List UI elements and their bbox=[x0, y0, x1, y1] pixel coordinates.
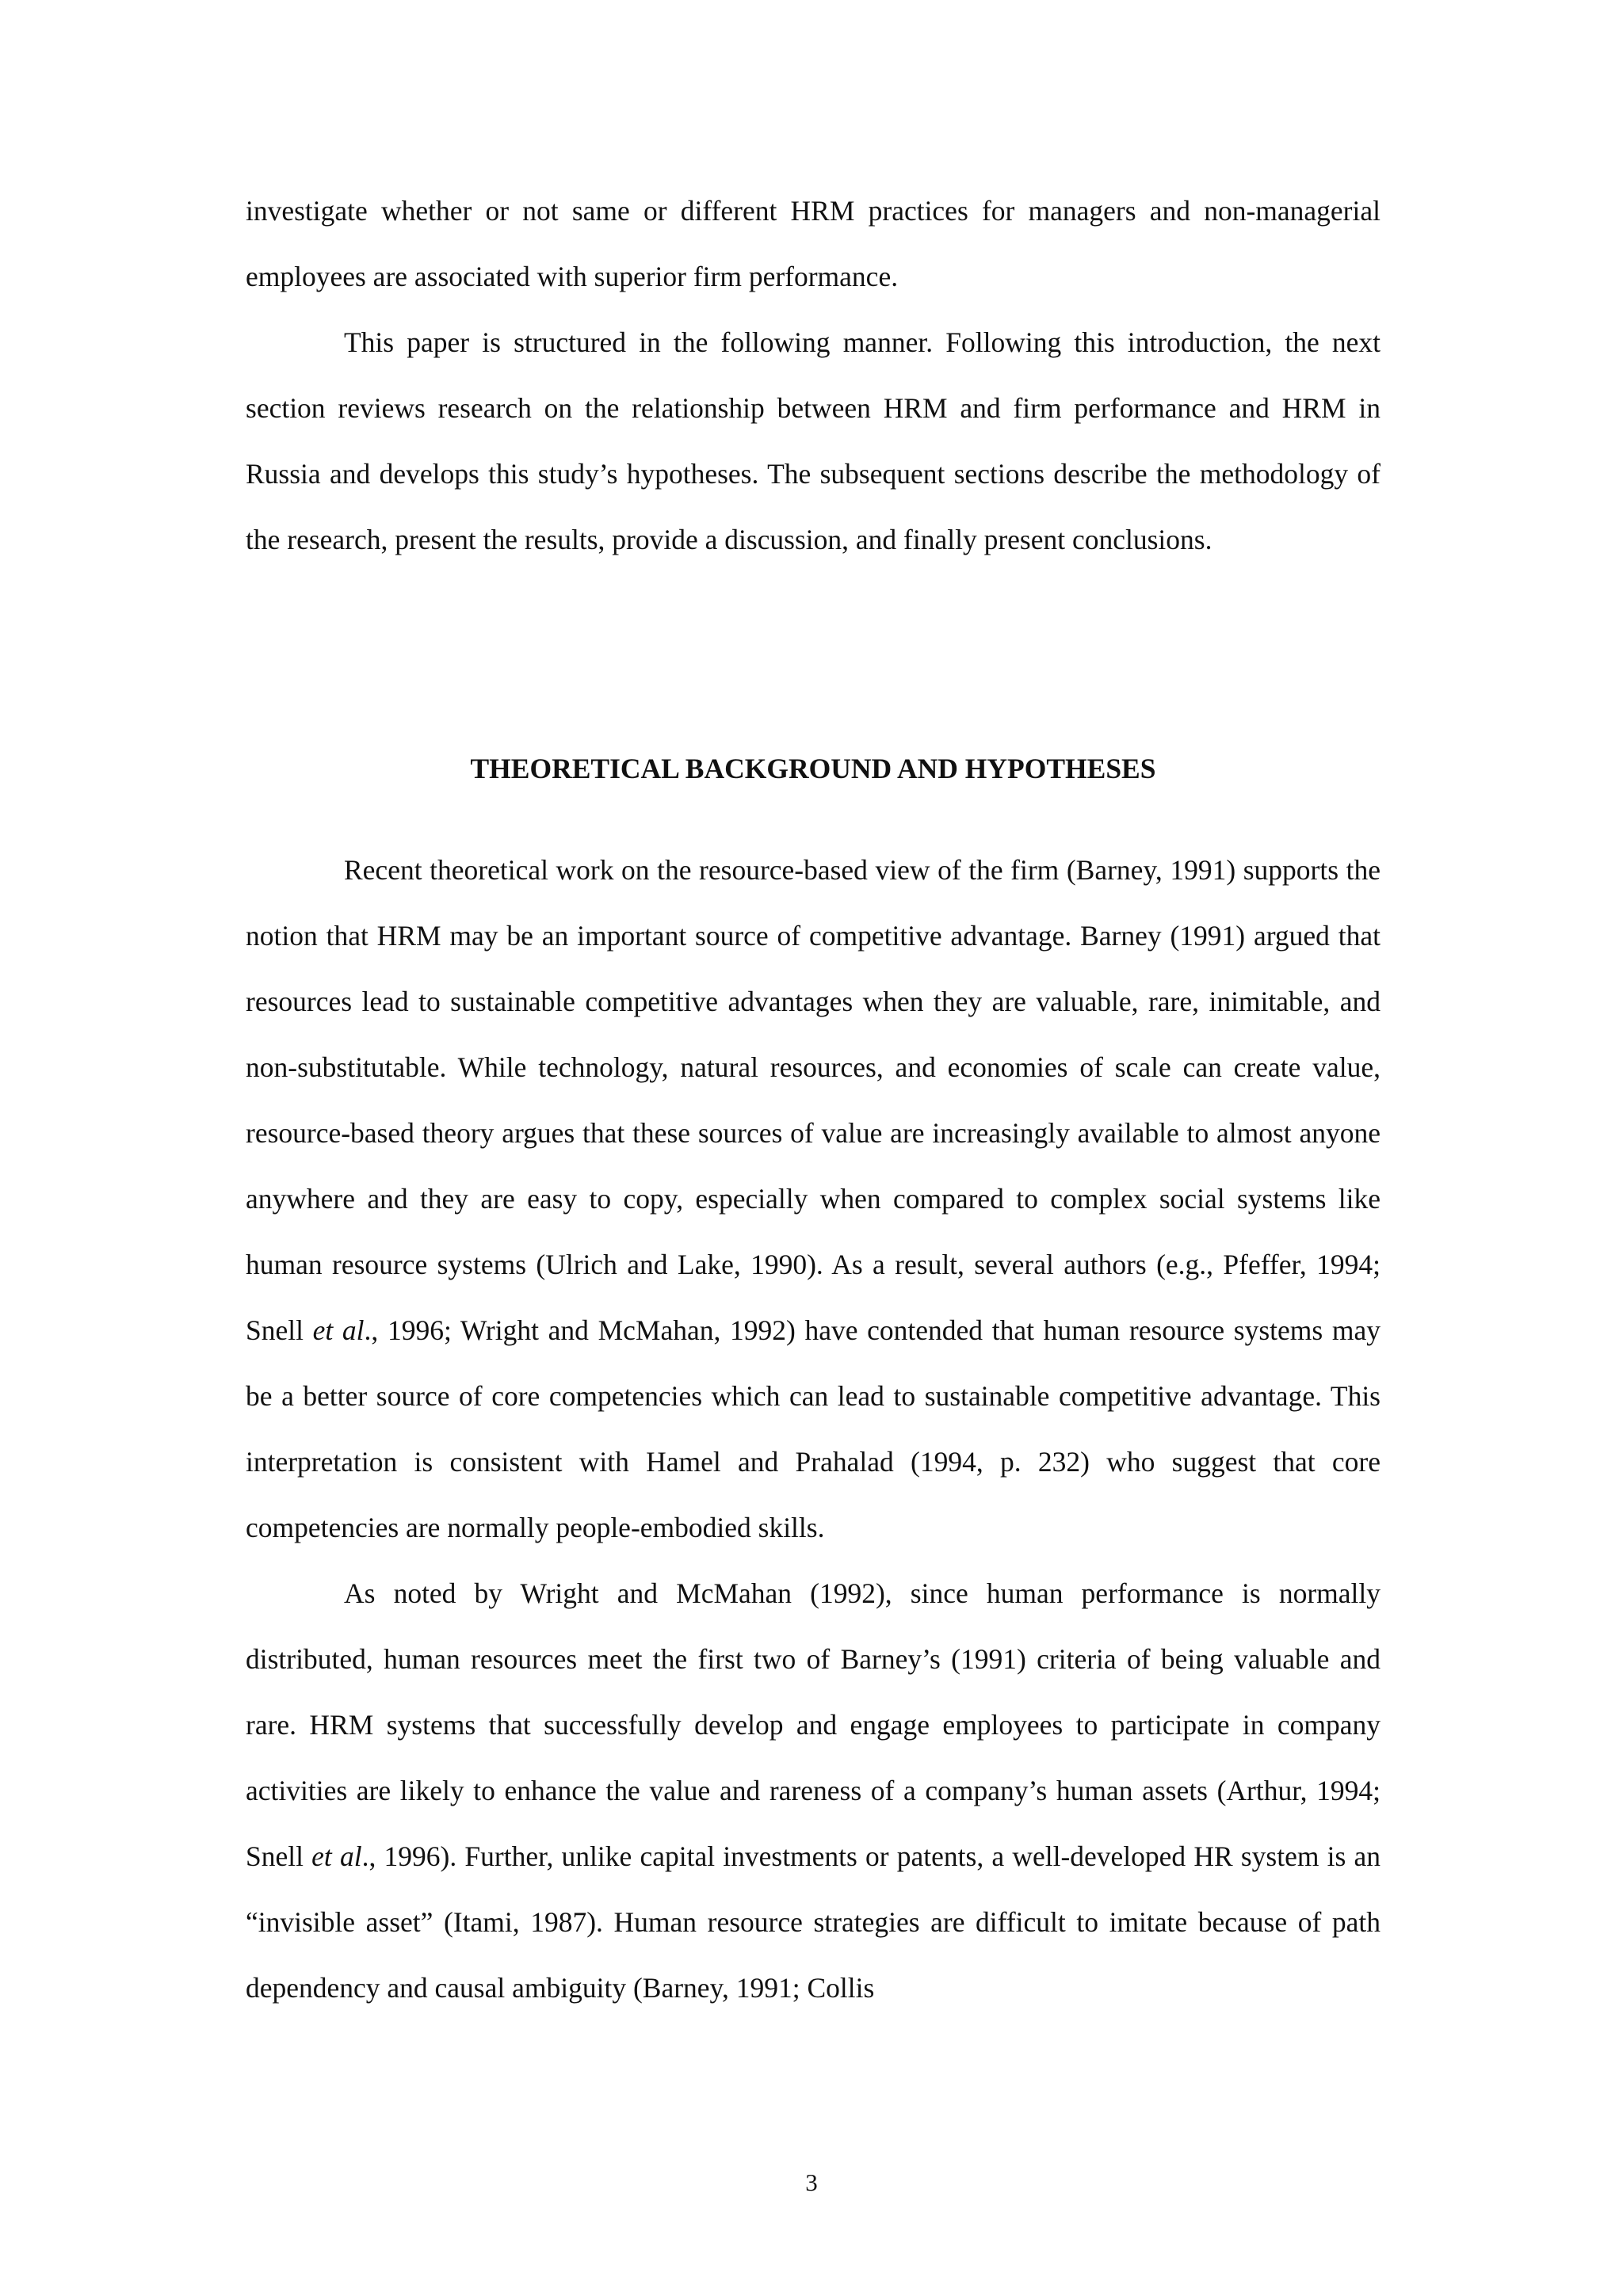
theory-paragraph-1-part-1: Recent theoretical work on the resource-based view of the firm (Barney, 1991) supports the notion that HRM may be an important source of competitive advantage. Barney (1991) argued that resources lead to sustainable competitive advantages when they are valuable, rare, inimitable, and non-substitutable. While technology, natural resources, and economies of scale can create value, resource-based theory argues that these sources of value are increasingly available to almost anyone anywhere and they are easy to copy, especially when compared to complex social systems like human resource systems (Ulrich and Lake, 1990). As a result, several authors (e.g., Pfeffer, 1994; Snell bbox=[246, 854, 1381, 1346]
intro-structure-paragraph: This paper is structured in the following manner. Following this introduction, the next section reviews research on the relationship between HRM and firm performance and HRM in Russia and develops this study’s hypotheses. The subsequent sections describe the methodology of the research, present the results, provide a discussion, and finally present conclusions. bbox=[246, 326, 1381, 555]
intro-text-block bbox=[246, 178, 1381, 573]
et-al-citation: et al bbox=[312, 1314, 365, 1346]
page-number: 3 bbox=[805, 2168, 818, 2196]
theory-paragraph-2-part-2: ., 1996). Further, unlike capital investments or patents, a well-developed HR system is an “invisible asset” (Itami, 1987). Human resource strategies are difficult to imitate because of path dependency and causal ambiguity (Barney, 1991; Collis bbox=[246, 1840, 1381, 2004]
theory-paragraph-1-part-2: ., 1996; Wright and McMahan, 1992) have contended that human resource systems may be a better source of core competencies which can lead to sustainable competitive advantage. This interpretation is consistent with Hamel and Prahalad (1994, p. 232) who suggest that core competencies are normally people-embodied skills. bbox=[246, 1314, 1381, 1543]
intro-continuation-paragraph: investigate whether or not same or different HRM practices for managers and non-managerial employees are associated with superior firm performance. bbox=[246, 195, 1381, 292]
theory-paragraph-2 bbox=[246, 1561, 1381, 2021]
section-heading: THEORETICAL BACKGROUND AND HYPOTHESES bbox=[470, 753, 1156, 784]
theory-paragraph-1 bbox=[246, 837, 1381, 1561]
theory-paragraph-2-part-1: As noted by Wright and McMahan (1992), since human performance is normally distributed, human resources meet the first two of Barney’s (1991) criteria of being valuable and rare. HRM systems that successfully develop and engage employees to participate in company activities are likely to enhance the value and rareness of a company’s human assets (Arthur, 1994; Snell bbox=[246, 1577, 1381, 1872]
section-text-block bbox=[246, 837, 1381, 2021]
et-al-citation: et al bbox=[311, 1840, 362, 1872]
